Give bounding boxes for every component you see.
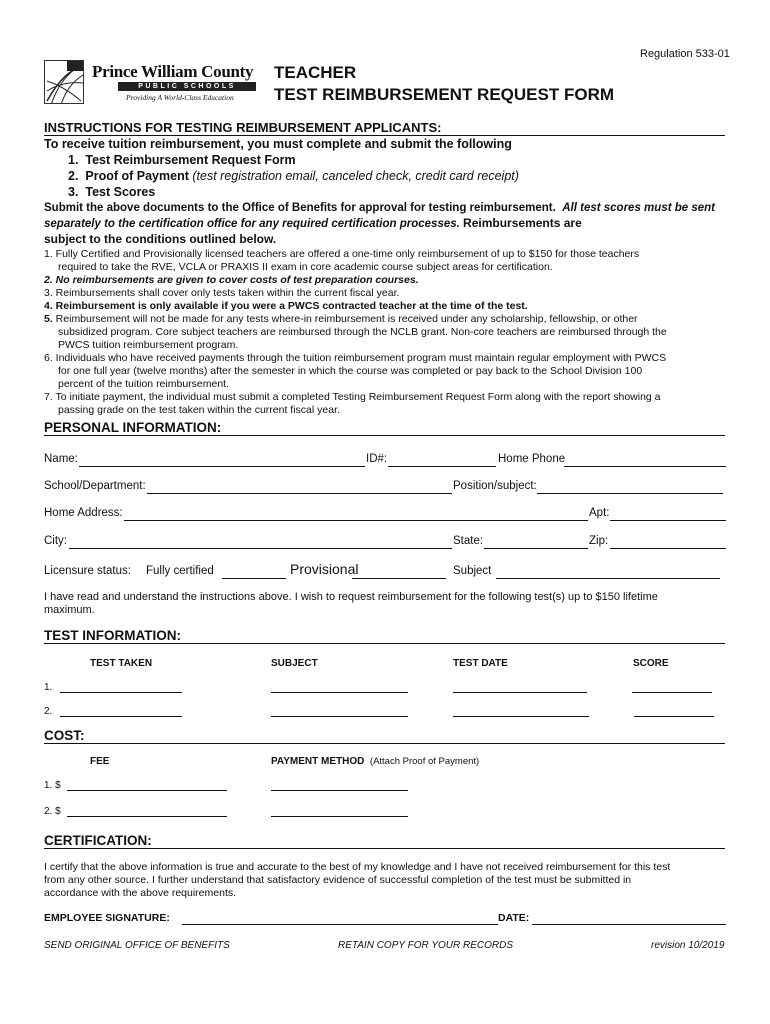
payment-1-field[interactable] <box>271 790 408 791</box>
cost-heading: COST: <box>44 728 725 744</box>
request-statement: I have read and understand the instructions above. I wish to request reimbursement for the following test(s) up to $150 lifetime maximum. <box>44 591 658 616</box>
certification-text: I certify that the above information is true and accurate to the best of my knowledge and I have not received reimbursement for this test from any other source. I further understand that satisfactory evidence of successful completion of the test must be submitted in accordance with the above requirements. <box>44 861 671 899</box>
instructions-heading: INSTRUCTIONS FOR TESTING REIMBURSEMENT APPLICANTS: <box>44 120 725 136</box>
name-field[interactable] <box>79 466 365 467</box>
rule-6: 6. Individuals who have received payments through the tuition reimbursement program must maintain regular employment with PWCS for one full year (twelve months) after the semester in which the course was completed or pay back to the School Division 100 percent of the tuition reimbursement. <box>44 352 667 390</box>
id-label: ID#: <box>366 453 388 465</box>
certification-heading: CERTIFICATION: <box>44 833 725 849</box>
col-test-taken: TEST TAKEN <box>90 658 153 669</box>
test-1-subject-field[interactable] <box>271 692 408 693</box>
home-phone-label: Home Phone <box>498 453 566 465</box>
logo-bar: PUBLIC SCHOOLS <box>118 82 256 91</box>
date-field[interactable] <box>532 924 726 925</box>
licensure-label: Licensure status: <box>44 565 131 577</box>
state-label: State: <box>453 535 484 547</box>
fully-certified-field[interactable] <box>222 578 286 579</box>
signature-field[interactable] <box>182 924 498 925</box>
fully-certified-label: Fully certified <box>146 565 214 577</box>
city-field[interactable] <box>69 548 452 549</box>
address-field[interactable] <box>124 520 588 521</box>
test-2-taken-field[interactable] <box>60 716 182 717</box>
date-label: DATE: <box>498 912 530 924</box>
fee-row-1-label: 1. $ <box>44 780 61 791</box>
school-label: School/Department: <box>44 480 146 492</box>
test-1-score-field[interactable] <box>632 692 712 693</box>
apt-field[interactable] <box>610 520 726 521</box>
footer-send-original: SEND ORIGINAL OFFICE OF BENEFITS <box>44 940 230 951</box>
signature-label: EMPLOYEE SIGNATURE: <box>44 912 170 924</box>
subject-field[interactable] <box>496 578 720 579</box>
col-test-date: TEST DATE <box>453 658 508 669</box>
city-label: City: <box>44 535 67 547</box>
test-1-taken-field[interactable] <box>60 692 182 693</box>
pwcs-logo <box>44 60 266 104</box>
required-item-1: 1. Test Reimbursement Request Form <box>68 153 296 167</box>
logo-tagline: Providing A World-Class Education <box>126 93 234 102</box>
rule-4: 4. Reimbursement is only available if you were a PWCS contracted teacher at the time of the test. <box>44 300 528 312</box>
instructions-intro: To receive tuition reimbursement, you must complete and submit the following <box>44 137 512 151</box>
name-label: Name: <box>44 453 78 465</box>
globe-icon <box>44 60 84 104</box>
rules-list <box>44 248 734 417</box>
personal-info-heading: PERSONAL INFORMATION: <box>44 420 725 436</box>
payment-2-field[interactable] <box>271 816 408 817</box>
test-info-heading: TEST INFORMATION: <box>44 628 725 644</box>
address-label: Home Address: <box>44 507 123 519</box>
state-field[interactable] <box>484 548 588 549</box>
fee-2-field[interactable] <box>67 816 227 817</box>
school-field[interactable] <box>147 493 452 494</box>
position-label: Position/subject: <box>453 480 537 492</box>
required-item-2: 2. Proof of Payment (test registration email, canceled check, credit card receipt) <box>68 169 519 183</box>
col-score: SCORE <box>633 658 669 669</box>
test-1-date-field[interactable] <box>453 692 587 693</box>
fee-1-field[interactable] <box>67 790 227 791</box>
zip-field[interactable] <box>610 548 726 549</box>
home-phone-field[interactable] <box>564 466 726 467</box>
footer-retain-copy: RETAIN COPY FOR YOUR RECORDS <box>338 940 514 951</box>
rule-7: 7. To initiate payment, the individual must submit a completed Testing Reimbursement Request Form along with the report showing a passing grade on the test taken within the current fiscal year. <box>44 391 661 416</box>
id-field[interactable] <box>388 466 496 467</box>
test-2-subject-field[interactable] <box>271 716 408 717</box>
provisional-field[interactable] <box>352 578 446 579</box>
col-subject: SUBJECT <box>271 658 318 669</box>
required-item-3: 3. Test Scores <box>68 185 156 199</box>
apt-label: Apt: <box>589 507 610 519</box>
col-fee: FEE <box>90 756 110 767</box>
rule-3: 3. Reimbursements shall cover only tests taken within the current fiscal year. <box>44 287 400 299</box>
subject-label: Subject <box>453 565 492 577</box>
test-2-score-field[interactable] <box>634 716 714 717</box>
col-payment-method: PAYMENT METHOD (Attach Proof of Payment) <box>271 756 480 767</box>
logo-name: Prince William County <box>92 62 254 81</box>
rule-1: 1. Fully Certified and Provisionally licensed teachers are offered a one-time only reimbursement of up to $150 for those teachers required to take the RVE, VCLA or PRAXIS II exam in core academic course subject areas for certification. <box>44 248 640 273</box>
test-row-1-num: 1. <box>44 682 53 693</box>
rule-2: 2. No reimbursements are given to cover costs of test preparation courses. <box>44 274 419 286</box>
position-field[interactable] <box>537 493 723 494</box>
rule-5: 5. Reimbursement will not be made for any tests where-in reimbursement is received under any scholarship, fellowship, or other subsidized program. Core subject teachers are reimbursed through the NCLB grant. Non-core teachers are reimbursed through the PWCS tuition reimbursement program. <box>44 313 667 351</box>
submit-instructions: Submit the above documents to the Office of Benefits for approval for testing reimbursement. All test scores must be sent separately to the certification office for any required certification processes. Reimbursements are subject to the conditions outlined below. <box>44 202 715 246</box>
fee-row-2-label: 2. $ <box>44 806 61 817</box>
zip-label: Zip: <box>589 535 609 547</box>
regulation-number: Regulation 533-01 <box>640 48 730 60</box>
form-title: TEACHER TEST REIMBURSEMENT REQUEST FORM <box>274 63 615 104</box>
provisional-label: Provisional <box>290 561 359 577</box>
footer-revision: revision 10/2019 <box>651 940 725 951</box>
test-row-2-num: 2. <box>44 706 53 717</box>
test-2-date-field[interactable] <box>453 716 589 717</box>
